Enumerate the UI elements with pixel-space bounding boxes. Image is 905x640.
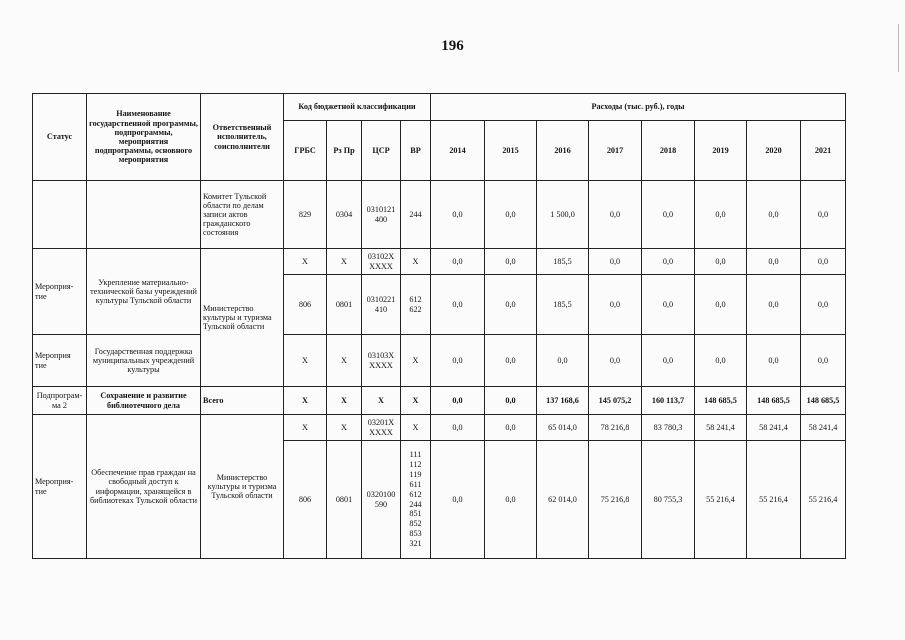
cell-value: 0,0: [485, 249, 537, 275]
table-row: [33, 181, 846, 249]
cell-vr: X: [401, 335, 431, 387]
cell-csr: 03201X XXXX: [362, 415, 401, 441]
cell-grbs: X: [284, 387, 327, 415]
cell-value: 58 241,4: [801, 415, 846, 441]
cell-value: 0,0: [695, 275, 747, 335]
cell-value: 148 685,5: [695, 387, 747, 415]
cell-value: 160 113,7: [642, 387, 695, 415]
budget-table-wrapper: [32, 93, 846, 559]
cell-status: Мероприя-тие: [33, 249, 87, 335]
cell-value: 137 168,6: [537, 387, 589, 415]
cell-value: 0,0: [431, 387, 485, 415]
cell-value: 0,0: [801, 275, 846, 335]
vr-code: 112: [409, 460, 422, 470]
cell-value: 185,5: [537, 249, 589, 275]
cell-csr: 0310221 410: [362, 275, 401, 335]
header-name: Наименование государственной программы, подпрограммы, мероприятия подпрограммы, основного мероприятия: [87, 94, 201, 181]
cell-value: 0,0: [642, 249, 695, 275]
cell-csr: 0310121 400: [362, 181, 401, 249]
cell-value: 145 075,2: [589, 387, 642, 415]
cell-status: Подпрограм-ма 2: [33, 387, 87, 415]
header-csr: ЦСР: [362, 121, 401, 181]
header-rzpr: Рз Пр: [327, 121, 362, 181]
header-year: 2016: [537, 121, 589, 181]
cell-value: 0,0: [431, 181, 485, 249]
cell-value: 55 216,4: [695, 441, 747, 559]
cell-value: 83 780,3: [642, 415, 695, 441]
cell-value: 55 216,4: [801, 441, 846, 559]
header-year: 2021: [801, 121, 846, 181]
table-row: [33, 249, 846, 275]
cell-value: 0,0: [485, 441, 537, 559]
vr-code: 111: [409, 450, 422, 460]
cell-value: 0,0: [801, 335, 846, 387]
cell-rzpr: X: [327, 335, 362, 387]
header-year: 2019: [695, 121, 747, 181]
vr-code: 244: [409, 499, 422, 509]
cell-status: Мероприя-тие: [33, 415, 87, 559]
cell-value: 0,0: [431, 249, 485, 275]
header-budget-code: Код бюджетной классификации: [284, 94, 431, 121]
table-row: [33, 415, 846, 441]
cell-rzpr: 0801: [327, 441, 362, 559]
cell-value: 0,0: [695, 249, 747, 275]
vr-code: 611: [409, 479, 422, 489]
cell-value: 55 216,4: [747, 441, 801, 559]
cell-grbs: X: [284, 335, 327, 387]
vr-code: 851: [409, 509, 422, 519]
cell-value: 58 241,4: [747, 415, 801, 441]
cell-value: 0,0: [485, 415, 537, 441]
cell-value: 185,5: [537, 275, 589, 335]
cell-vr: 612 622: [401, 275, 431, 335]
cell-value: 58 241,4: [695, 415, 747, 441]
cell-executor: Министерство культуры и туризма Тульской области: [201, 249, 284, 387]
cell-value: 62 014,0: [537, 441, 589, 559]
cell-value: 0,0: [642, 275, 695, 335]
vr-code: 612: [409, 489, 422, 499]
cell-vr-list: [401, 441, 431, 559]
cell-value: 0,0: [485, 275, 537, 335]
cell-status: [33, 181, 87, 249]
cell-vr: 244: [401, 181, 431, 249]
cell-value: 0,0: [589, 275, 642, 335]
cell-value: 65 014,0: [537, 415, 589, 441]
cell-value: 0,0: [431, 335, 485, 387]
header-vr: ВР: [401, 121, 431, 181]
cell-value: 0,0: [589, 181, 642, 249]
cell-vr: X: [401, 415, 431, 441]
cell-value: 0,0: [801, 181, 846, 249]
cell-name: Обеспечение прав граждан на свободный доступ к информации, хранящейся в библиотеках Тульской области: [87, 415, 201, 559]
cell-value: 0,0: [747, 275, 801, 335]
cell-vr: X: [401, 387, 431, 415]
scan-edge-mark: [898, 24, 899, 72]
cell-executor: Министерство культуры и туризма Тульской области: [201, 415, 284, 559]
vr-code: 852: [409, 519, 422, 529]
cell-value: 0,0: [537, 335, 589, 387]
cell-value: 0,0: [695, 181, 747, 249]
budget-table: [32, 93, 846, 559]
cell-value: 1 500,0: [537, 181, 589, 249]
cell-value: 0,0: [431, 415, 485, 441]
table-row: [33, 387, 846, 415]
cell-name: Укрепление материально-технической базы учреждений культуры Тульской области: [87, 249, 201, 335]
cell-rzpr: 0801: [327, 275, 362, 335]
cell-value: 0,0: [485, 387, 537, 415]
cell-rzpr: X: [327, 249, 362, 275]
header-year: 2015: [485, 121, 537, 181]
cell-rzpr: 0304: [327, 181, 362, 249]
cell-csr: X: [362, 387, 401, 415]
vr-code: 321: [409, 538, 422, 548]
cell-value: 80 755,3: [642, 441, 695, 559]
cell-grbs: 829: [284, 181, 327, 249]
cell-vr: X: [401, 249, 431, 275]
cell-csr: 0320100 590: [362, 441, 401, 559]
cell-value: 78 216,8: [589, 415, 642, 441]
table-row: [33, 335, 846, 387]
cell-value: 0,0: [642, 181, 695, 249]
cell-name: Сохранение и развитие библиотечного дела: [87, 387, 201, 415]
cell-name: Государственная поддержка муниципальных учреждений культуры: [87, 335, 201, 387]
cell-value: 0,0: [589, 335, 642, 387]
vr-code: 853: [409, 529, 422, 539]
cell-csr: 03103X XXXX: [362, 335, 401, 387]
cell-value: 0,0: [801, 249, 846, 275]
page-number: 196: [441, 38, 464, 54]
header-year: 2017: [589, 121, 642, 181]
vr-code: 119: [409, 469, 422, 479]
cell-grbs: X: [284, 249, 327, 275]
cell-grbs: X: [284, 415, 327, 441]
cell-grbs: 806: [284, 441, 327, 559]
cell-value: 148 685,5: [801, 387, 846, 415]
header-expenses: Расходы (тыс. руб.), годы: [431, 94, 846, 121]
cell-value: 148 685,5: [747, 387, 801, 415]
cell-value: 0,0: [642, 335, 695, 387]
cell-value: 75 216,8: [589, 441, 642, 559]
cell-csr: 03102X XXXX: [362, 249, 401, 275]
cell-name: [87, 181, 201, 249]
cell-value: 0,0: [431, 275, 485, 335]
cell-value: 0,0: [695, 335, 747, 387]
header-grbs: ГРБС: [284, 121, 327, 181]
cell-value: 0,0: [485, 335, 537, 387]
cell-status: Мероприя тие: [33, 335, 87, 387]
cell-grbs: 806: [284, 275, 327, 335]
cell-rzpr: X: [327, 415, 362, 441]
cell-value: 0,0: [747, 249, 801, 275]
header-year: 2020: [747, 121, 801, 181]
header-row-1: [33, 94, 846, 121]
cell-value: 0,0: [431, 441, 485, 559]
header-year: 2014: [431, 121, 485, 181]
cell-value: 0,0: [589, 249, 642, 275]
cell-executor: Комитет Тульской области по делам записи актов гражданского состояния: [201, 181, 284, 249]
cell-value: 0,0: [747, 181, 801, 249]
cell-value: 0,0: [747, 335, 801, 387]
cell-value: 0,0: [485, 181, 537, 249]
cell-rzpr: X: [327, 387, 362, 415]
header-executor: Ответственный исполнитель, соисполнители: [201, 94, 284, 181]
header-status: Статус: [33, 94, 87, 181]
header-year: 2018: [642, 121, 695, 181]
cell-executor: Всего: [201, 387, 284, 415]
